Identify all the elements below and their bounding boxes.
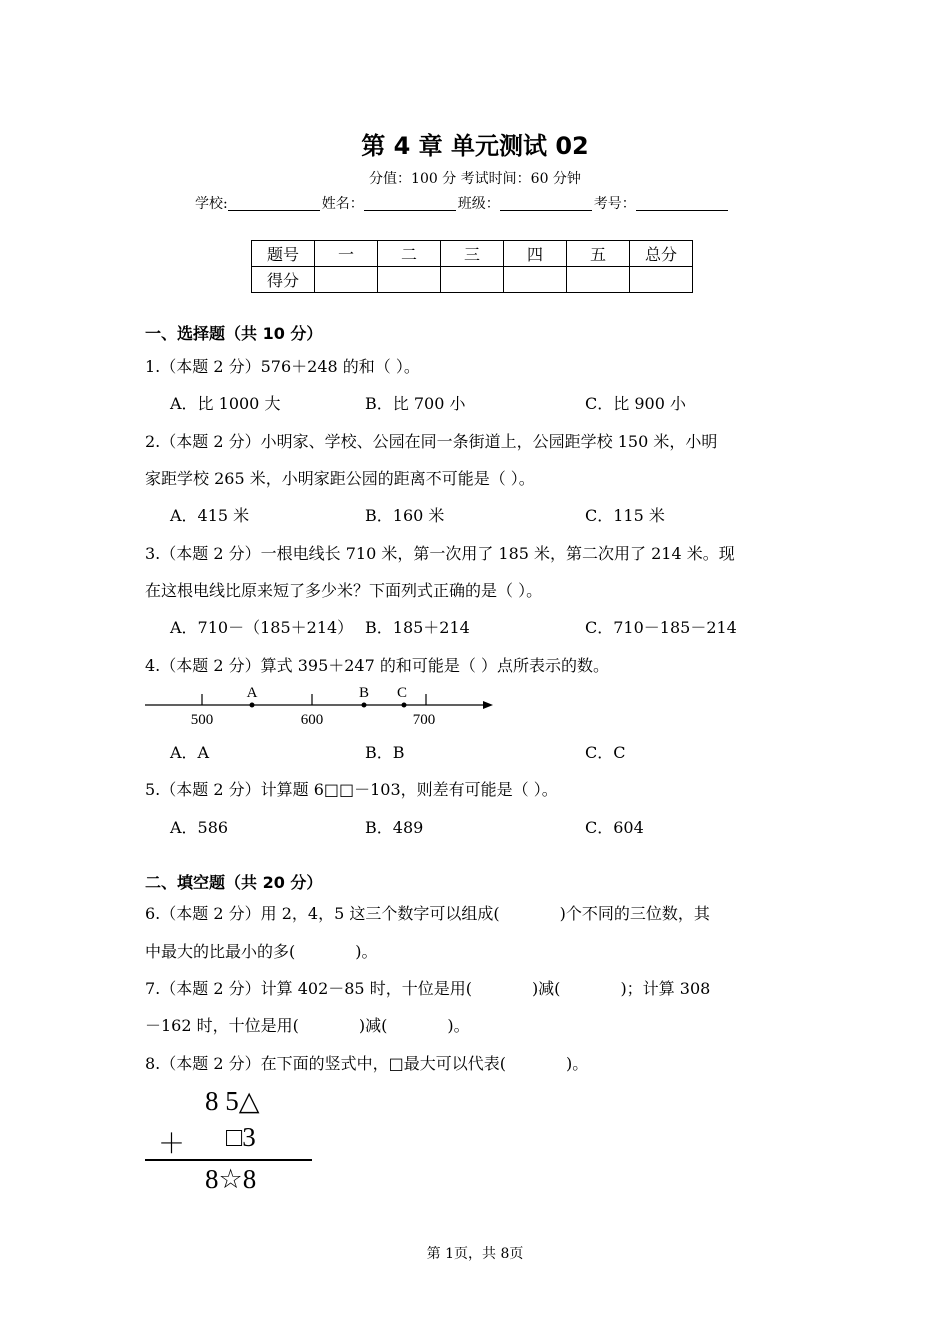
point-b (362, 703, 367, 708)
question-1-option-c: C．比 900 小 (585, 394, 686, 413)
tick-label-600: 600 (300, 712, 324, 728)
question-7-line-1 (145, 976, 710, 999)
table-cell (630, 267, 693, 293)
score-table-header-row (252, 241, 693, 267)
q7-text-1: 7.（本题 2 分）计算 402－85 时，十位是用( (145, 979, 472, 998)
table-cell: 题号 (252, 241, 315, 267)
q7-text-4: －162 时，十位是用( (145, 1016, 299, 1035)
question-5-option-a: A．586 (170, 818, 229, 837)
question-1-option-a: A．比 1000 大 (170, 394, 281, 413)
question-8-stem (145, 1051, 588, 1074)
student-info-line (195, 193, 730, 213)
table-cell (315, 267, 378, 293)
question-1-option-b: B．比 700 小 (365, 394, 466, 413)
question-3-option-c: C．710－185－214 (585, 618, 737, 637)
table-cell (441, 267, 504, 293)
q7-text-5: )减( (358, 1016, 388, 1035)
sum-line (145, 1159, 312, 1161)
question-2-option-b: B．160 米 (365, 506, 445, 525)
question-6-line-2 (145, 939, 378, 962)
point-b-label: B (358, 685, 370, 701)
q6-text-3: 中最大的比最小的多( (145, 942, 296, 961)
question-3-option-a: A．710－（185＋214） (170, 618, 354, 637)
exam-no-label: 考号： (593, 196, 636, 212)
question-4-option-b: B．B (365, 743, 405, 762)
table-cell: 二 (378, 241, 441, 267)
point-a (250, 703, 255, 708)
q6-text-1: 6.（本题 2 分）用 2，4，5 这三个数字可以组成( (145, 904, 500, 923)
table-cell (378, 267, 441, 293)
question-7-line-2 (145, 1013, 470, 1036)
name-label: 姓名： (321, 196, 364, 212)
question-3-option-b: B．185＋214 (365, 618, 470, 637)
school-label: 学校: (195, 196, 228, 212)
name-blank (364, 196, 456, 211)
q7-text-3: )；计算 308 (620, 979, 711, 998)
question-2-option-a: A．415 米 (170, 506, 250, 525)
exam-meta: 分值：100 分 考试时间：60 分钟 (369, 171, 581, 187)
question-4-stem: 4.（本题 2 分）算式 395＋247 的和可能是（ ）点所表示的数。 (145, 656, 609, 675)
exam-no-blank (636, 196, 728, 211)
table-cell (504, 267, 567, 293)
number-line-diagram (140, 680, 500, 730)
score-table-score-row (252, 267, 693, 293)
table-cell: 四 (504, 241, 567, 267)
table-cell (567, 267, 630, 293)
tick-label-500: 500 (190, 712, 214, 728)
question-3-line-2: 在这根电线比原来短了多少米？下面列式正确的是（ ）。 (145, 581, 543, 600)
class-label: 班级： (457, 196, 500, 212)
question-2-line-1: 2.（本题 2 分）小明家、学校、公园在同一条街道上，公园距学校 150 米，小明 (145, 432, 718, 451)
number-line-arrow-icon (483, 701, 493, 709)
table-cell: 总分 (630, 241, 693, 267)
vertical-row-2: □3 (226, 1122, 256, 1152)
point-a-label: A (246, 685, 258, 701)
table-cell: 三 (441, 241, 504, 267)
page-footer: 第 1页，共 8页 (426, 1246, 524, 1262)
table-cell: 得分 (252, 267, 315, 293)
school-blank (228, 196, 320, 211)
class-blank (500, 196, 592, 211)
question-4-option-c: C．C (585, 743, 626, 762)
question-2-option-c: C．115 米 (585, 506, 665, 525)
question-5-stem: 5.（本题 2 分）计算题 6□□－103，则差有可能是（ ）。 (145, 780, 558, 799)
vertical-result: 8☆8 (205, 1164, 257, 1194)
question-3-line-1: 3.（本题 2 分）一根电线长 710 米，第一次用了 185 米，第二次用了 214 米。现 (145, 544, 735, 563)
question-5-option-b: B．489 (365, 818, 424, 837)
point-c-label: C (396, 685, 408, 701)
section-heading-choice: 一、选择题（共 10 分） (145, 324, 323, 343)
page-title: 第 4 章 单元测试 02 (361, 132, 589, 160)
point-c (402, 703, 407, 708)
question-1-stem: 1.（本题 2 分）576＋248 的和（ ）。 (145, 357, 420, 376)
q7-text-2: )减( (531, 979, 561, 998)
tick-label-700: 700 (412, 712, 436, 728)
q7-text-6: )。 (447, 1016, 470, 1035)
q8-text-1: 8.（本题 2 分）在下面的竖式中，□最大可以代表( (145, 1054, 506, 1073)
table-cell: 五 (567, 241, 630, 267)
question-5-option-c: C．604 (585, 818, 644, 837)
q8-text-2: )。 (565, 1054, 589, 1073)
q6-text-2: )个不同的三位数，其 (559, 904, 710, 923)
score-table (251, 240, 693, 293)
question-6-line-1 (145, 901, 710, 924)
question-4-option-a: A．A (170, 743, 210, 762)
vertical-row-1: 8 5△ (205, 1086, 260, 1116)
question-2-line-2: 家距学校 265 米，小明家距公园的距离不可能是（ ）。 (145, 469, 535, 488)
plus-sign: ＋ (158, 1129, 185, 1159)
q6-text-4: )。 (355, 942, 378, 961)
section-heading-fill-blank: 二、填空题（共 20 分） (145, 873, 323, 892)
table-cell: 一 (315, 241, 378, 267)
